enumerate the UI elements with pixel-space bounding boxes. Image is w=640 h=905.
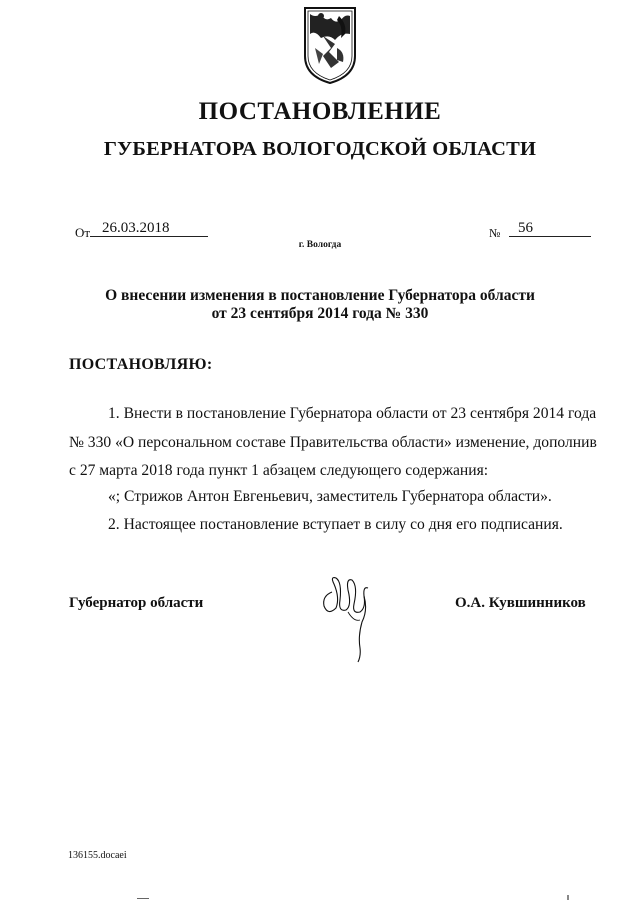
document-date: 26.03.2018 — [102, 220, 170, 236]
subject-line-2: от 23 сентября 2014 года № 330 — [211, 305, 429, 322]
number-label: № — [489, 226, 501, 240]
number-underline — [509, 236, 591, 237]
city-label: г. Вологда — [298, 240, 342, 250]
signatory-name: О.А. Кувшинников — [455, 595, 586, 611]
document-title: ПОСТАНОВЛЕНИЕ — [198, 98, 442, 125]
paragraph-1-line-1: 1. Внести в постановление Губернатора области от 23 сентября 2014 года — [108, 405, 597, 422]
date-label: От — [75, 225, 91, 240]
scan-mark — [137, 898, 149, 899]
date-underline — [90, 236, 208, 237]
signature-image — [318, 570, 380, 666]
file-reference: 136155.docaei — [68, 850, 127, 861]
signatory-position: Губернатор области — [69, 595, 204, 611]
scan-mark — [567, 895, 569, 900]
document-subtitle: ГУБЕРНАТОРА ВОЛОГОДСКОЙ ОБЛАСТИ — [103, 138, 537, 160]
subject-line-1: О внесении изменения в постановление Губернатора области — [105, 287, 535, 304]
paragraph-1-line-2: № 330 «О персональном составе Правительства области» изменение, дополнив — [69, 434, 597, 451]
paragraph-1-quote: «; Стрижов Антон Евгеньевич, заместитель Губернатора области». — [108, 488, 552, 505]
resolve-heading: ПОСТАНОВЛЯЮ: — [69, 356, 213, 373]
coat-of-arms-icon — [301, 4, 359, 86]
document-number: 56 — [518, 220, 533, 236]
paragraph-1-line-3: с 27 марта 2018 года пункт 1 абзацем следующего содержания: — [69, 462, 489, 479]
paragraph-2: 2. Настоящее постановление вступает в силу со дня его подписания. — [108, 516, 563, 533]
